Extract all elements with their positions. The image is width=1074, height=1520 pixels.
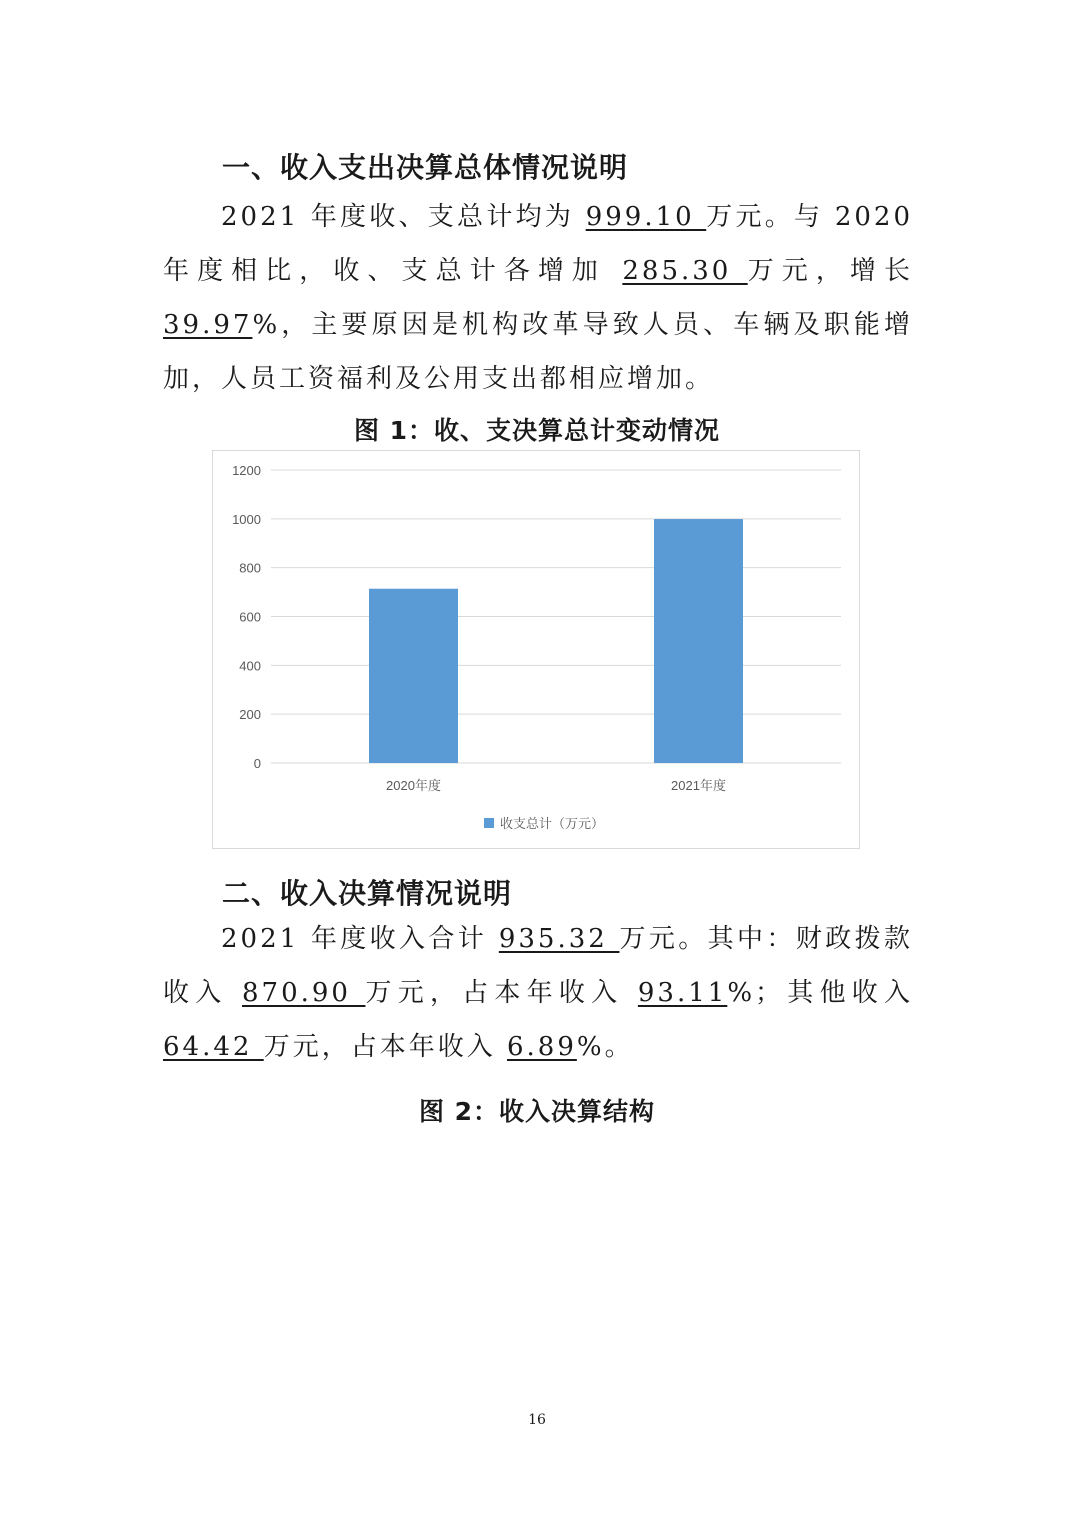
- section2-paragraph: [163, 912, 913, 1074]
- text: 万元，占本年收入: [263, 1032, 507, 1062]
- fiscal-value: 870.90: [241, 978, 366, 1008]
- y-tick-label: 600: [239, 609, 261, 625]
- figure2-title: 图 2：收入决算结构: [418, 1097, 656, 1126]
- fiscal-pct: 93.11: [637, 978, 728, 1008]
- legend-swatch: [484, 818, 494, 828]
- text: 万元。其中：财政拨款收入: [163, 924, 913, 1008]
- other-pct: 6.89: [506, 1032, 577, 1062]
- x-tick-label: 2020年度: [386, 778, 441, 793]
- other-value: 64.42: [163, 1032, 264, 1062]
- y-tick-label: 1000: [232, 511, 261, 527]
- text: 万元。与 2020 年度相比，收、支总计各增加: [163, 202, 913, 286]
- text: 2021 年度收、支总计均为: [221, 202, 586, 232]
- increase-value: 285.30: [622, 256, 748, 286]
- text: %，主要原因是机构改革导致人员、车辆及职能增加，人员工资福利及公用支出都相应增加。: [163, 310, 913, 394]
- y-tick-label: 800: [239, 560, 261, 576]
- x-tick-label: 2021年度: [671, 778, 726, 793]
- text: 万元，占本年收入: [365, 978, 638, 1008]
- text: %；其他收入: [727, 978, 913, 1008]
- chart-container: [212, 450, 860, 849]
- section2-heading: 二、收入决算情况说明: [222, 877, 513, 910]
- income-total: 935.32: [498, 924, 620, 954]
- y-tick-label: 0: [253, 756, 261, 771]
- total-value: 999.10: [585, 202, 707, 232]
- text: %。: [576, 1032, 634, 1062]
- bar: [369, 589, 458, 763]
- bar: [654, 519, 743, 763]
- text: 万元，增长: [747, 256, 913, 286]
- text: 2021 年度收入合计: [221, 924, 499, 954]
- legend-label: 收支总计（万元）: [500, 816, 605, 831]
- page-number: 16: [528, 1412, 546, 1428]
- growth-value: 39.97: [163, 310, 253, 340]
- y-tick-label: 1200: [232, 463, 261, 478]
- y-tick-label: 400: [239, 658, 261, 674]
- bar-chart: [213, 451, 859, 848]
- figure1-title: 图 1：收、支决算总计变动情况: [353, 416, 721, 445]
- y-tick-label: 200: [239, 707, 261, 723]
- section1-heading: 一、收入支出决算总体情况说明: [222, 151, 629, 184]
- section1-paragraph: [163, 190, 913, 406]
